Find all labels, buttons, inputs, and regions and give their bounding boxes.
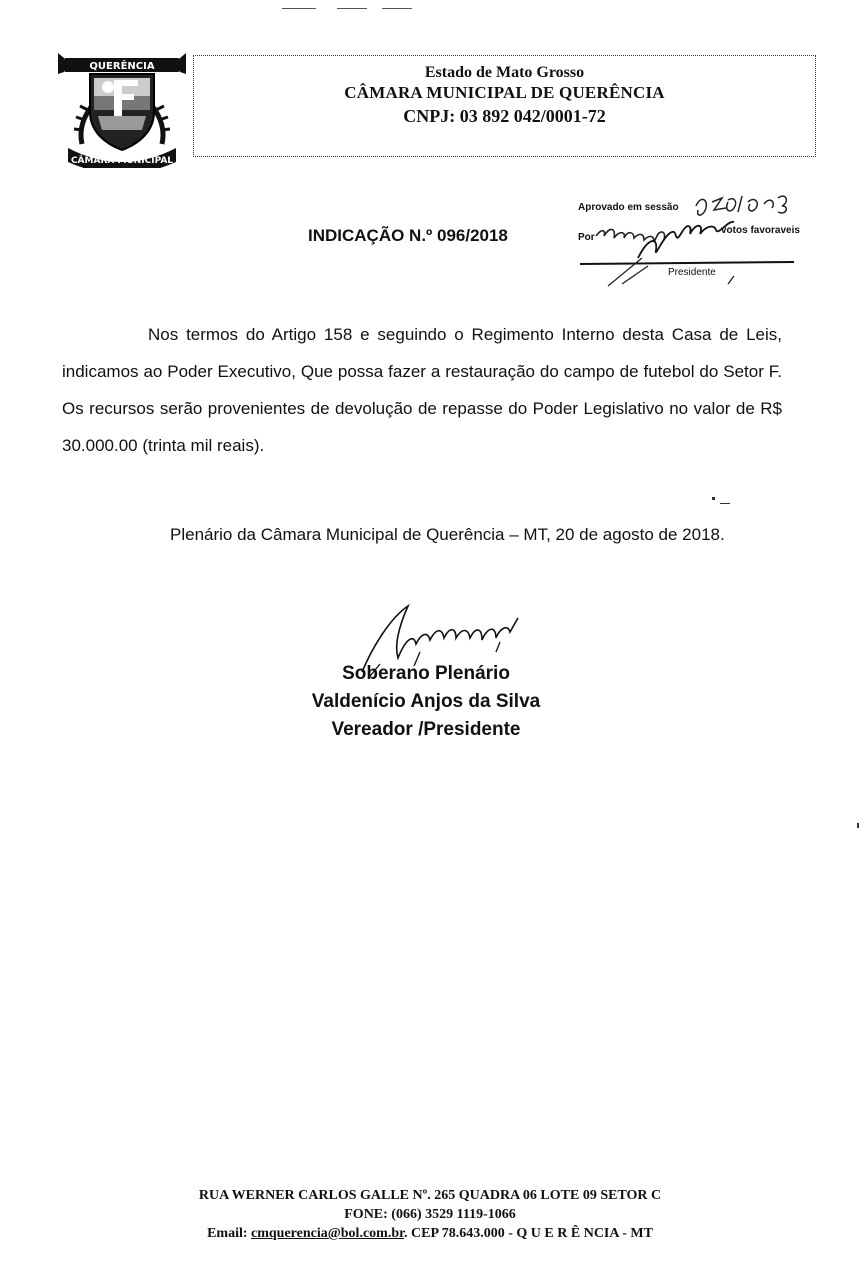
email-label: Email: [207,1226,248,1241]
scan-speck [720,503,730,504]
approved-in-session-label: Aprovado em sessão [578,202,679,213]
footer-address [120,1186,740,1243]
scan-marks [282,8,412,12]
crest-banner-top: QUERÊNCIA [89,61,155,72]
por-label: Por [578,232,595,243]
municipal-crest-logo [58,50,186,168]
signer-role: Vereador /Presidente [331,719,521,740]
crest-banner-bottom: CÂMARA MUNICIPAL [70,156,174,166]
footer-phone: FONE: (066) 3529 1119-1066 [344,1207,516,1222]
indication-body-text: Nos termos do Artigo 158 e seguindo o Regimento Interno desta Casa de Leis, indicamos ao Poder Executivo, Que possa fazer a restauração do campo de futebol do Setor F. Os recursos serão provenientes de devolução de repasse do Poder Legislativo no valor de R$ 30.000.00 (trinta mil reais). [62,325,782,455]
place-and-date: Plenário da Câmara Municipal de Querência – MT, 20 de agosto de 2018. [170,525,725,544]
footer-cep: . CEP 78.643.000 - Q U E R Ê NCIA - MT [404,1226,653,1241]
letterhead-box [193,55,816,157]
signature-line1: Soberano Plenário [342,663,510,684]
president-label: Presidente [668,267,716,278]
approval-stamp [578,192,808,292]
signature-block [226,660,626,744]
footer-email-line [120,1224,740,1243]
footer-street: RUA WERNER CARLOS GALLE Nº. 265 QUADRA 06 LOTE 09 SETOR C [198,1188,662,1203]
document-title: INDICAÇÃO N.º 096/2018 [308,226,508,245]
votes-label: votos favoraveis [721,225,800,236]
handwritten-approval-marks [578,192,808,292]
email-link[interactable]: cmquerencia@bol.com.br [251,1226,405,1241]
scan-speck [857,823,859,828]
state-name: Estado de Mato Grosso [424,64,585,81]
chamber-name: CÂMARA MUNICIPAL DE QUERÊNCIA [344,83,665,102]
signer-name: Valdenício Anjos da Silva [311,691,541,712]
cnpj-number: CNPJ: 03 892 042/0001-72 [403,106,606,126]
scan-speck [712,497,715,500]
